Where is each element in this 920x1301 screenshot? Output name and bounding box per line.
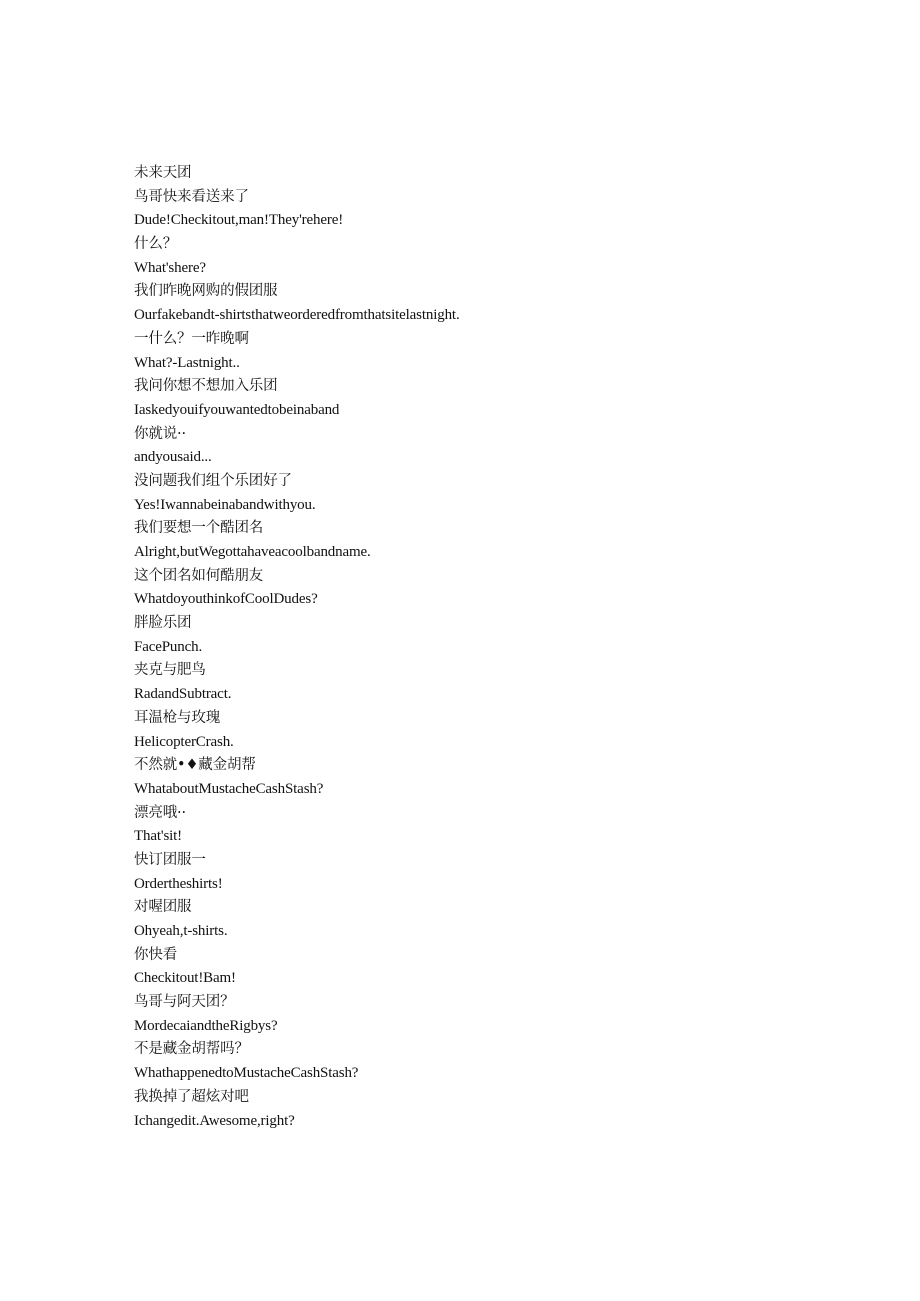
subtitle-line-english: What?-Lastnight.. bbox=[134, 354, 240, 371]
subtitle-line-chinese: 对喔团服 bbox=[134, 899, 192, 916]
subtitle-line-chinese: 一什么？一昨晚啊 bbox=[134, 330, 249, 347]
subtitle-line-chinese: 我换掉了超炫对吧 bbox=[134, 1088, 249, 1105]
subtitle-line-english: Alright,butWegottahaveacoolbandname. bbox=[134, 544, 371, 560]
subtitle-line-chinese: 漂亮哦·· bbox=[134, 804, 186, 821]
subtitle-line-english: Ichangedit.Awesome,right? bbox=[134, 1112, 295, 1129]
subtitle-line-english: FacePunch. bbox=[134, 638, 203, 655]
subtitle-line-chinese: 快订团服一 bbox=[134, 851, 206, 868]
subtitle-line-chinese: 鸟哥与阿天团？ bbox=[134, 994, 235, 1011]
subtitle-line-chinese: 我们昨晚网购的假团服 bbox=[134, 283, 278, 300]
subtitle-line-chinese: 我问你想不想加入乐团 bbox=[134, 378, 278, 395]
subtitle-line-chinese: 你就说·· bbox=[134, 425, 186, 442]
subtitle-line-english: Checkitout!Bam! bbox=[134, 970, 236, 987]
subtitle-line-english: HelicopterCrash. bbox=[134, 733, 234, 750]
subtitle-line-english: That'sit! bbox=[134, 828, 183, 845]
subtitle-line-chinese: 夹克与肥鸟 bbox=[134, 662, 206, 679]
subtitle-line-chinese: 鸟哥快来看送来了 bbox=[134, 188, 249, 205]
subtitle-line-chinese: 不是藏金胡帮吗？ bbox=[134, 1041, 249, 1058]
subtitle-line-chinese: 我们要想一个酷团名 bbox=[134, 520, 264, 537]
subtitle-line-chinese: 你快看 bbox=[134, 946, 178, 963]
subtitle-line-english: WhataboutMustacheCashStash? bbox=[134, 780, 324, 797]
subtitle-line-english: WhatdoyouthinkofCoolDudes? bbox=[134, 591, 318, 608]
subtitle-line-chinese: 胖脸乐团 bbox=[134, 615, 192, 632]
subtitle-line-chinese: 这个团名如何酷朋友 bbox=[134, 567, 264, 584]
subtitle-line-english: WhathappenedtoMustacheCashStash? bbox=[134, 1065, 359, 1082]
subtitle-line-english: Iaskedyouifyouwantedtobeinaband bbox=[134, 401, 340, 418]
subtitle-line-english: andyousaid... bbox=[134, 449, 212, 466]
subtitle-line-english: MordecaiandtheRigbys? bbox=[134, 1017, 278, 1034]
subtitle-lines bbox=[134, 162, 460, 1133]
subtitle-line-english: What'shere? bbox=[134, 259, 206, 276]
subtitle-line-chinese: 没问题我们组个乐团好了 bbox=[134, 472, 292, 489]
subtitle-line-english: Ourfakebandt-shirtsthatweorderedfromthatsitelastnight. bbox=[134, 307, 460, 324]
subtitle-line-english: Ordertheshirts! bbox=[134, 875, 223, 892]
subtitle-line-chinese: 不然就•♦藏金胡帮 bbox=[134, 757, 256, 774]
subtitle-line-english: Dude!Checkitout,man!They'rehere! bbox=[134, 212, 344, 229]
subtitle-line-english: RadandSubtract. bbox=[134, 686, 232, 703]
subtitle-line-chinese: 耳温枪与玫瑰 bbox=[134, 709, 221, 726]
subtitle-line-chinese: 什么？ bbox=[134, 236, 178, 253]
subtitle-line-english: Ohyeah,t-shirts. bbox=[134, 923, 228, 939]
subtitle-line-chinese: 未来天团 bbox=[134, 165, 192, 181]
subtitle-line-english: Yes!Iwannabeinabandwithyou. bbox=[134, 496, 316, 513]
